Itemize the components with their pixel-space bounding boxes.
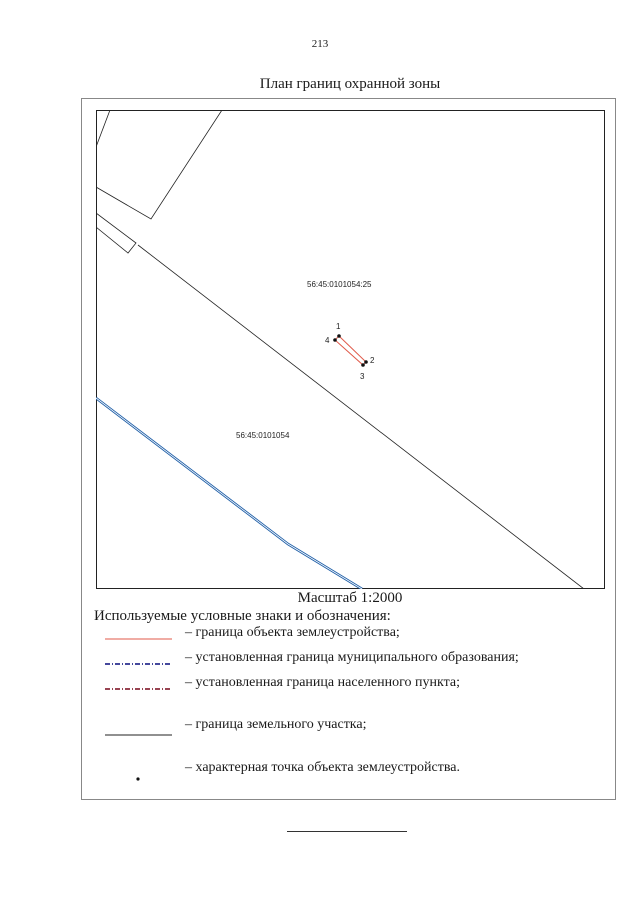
point-label-4: 4 xyxy=(325,336,330,345)
point-label-1: 1 xyxy=(336,322,341,331)
legend-label-settlement-boundary: – установленная граница населенного пункта; xyxy=(185,675,460,690)
red-dash-dot-line-icon xyxy=(100,675,180,697)
municipal-boundary xyxy=(96,398,362,589)
point-label-3: 3 xyxy=(360,372,365,381)
parcel-boundary-main-diagonal xyxy=(138,245,584,589)
legend-label-object-boundary: – граница объекта землеустройства; xyxy=(185,625,400,640)
legend-label-municipal-boundary: – установленная граница муниципального образования; xyxy=(185,650,519,665)
point-4 xyxy=(333,338,337,342)
point-label-2: 2 xyxy=(370,356,375,365)
footer-divider xyxy=(287,831,407,832)
legend-item-settlement-boundary xyxy=(100,675,610,697)
legend-item-parcel-boundary xyxy=(100,717,610,739)
parcel-label-25: 56:45:0101054:25 xyxy=(307,280,372,289)
page-title: План границ охранной зоны xyxy=(259,76,441,92)
legend-title: Используемые условные знаки и обозначения: xyxy=(94,608,391,624)
page-number: 213 xyxy=(311,38,329,50)
boundary-map xyxy=(96,110,605,589)
legend-item-object-boundary xyxy=(100,625,610,647)
legend-label-parcel-boundary: – граница земельного участка; xyxy=(185,717,367,732)
point-3 xyxy=(361,363,365,367)
legend-item-characteristic-point xyxy=(100,760,610,782)
legend-item-municipal-boundary xyxy=(100,650,610,672)
object-boundary xyxy=(335,336,366,365)
map-scale: Масштаб 1:2000 xyxy=(297,590,403,606)
map-frame xyxy=(97,111,605,589)
parcel-label-block: 56:45:0101054 xyxy=(236,431,290,440)
legend-label-characteristic-point: – характерная точка объекта землеустройства. xyxy=(185,760,461,775)
parcel-boundary-top-left xyxy=(96,110,110,147)
black-solid-line-icon xyxy=(100,717,180,739)
red-solid-line-icon xyxy=(100,625,180,647)
point-2 xyxy=(364,360,368,364)
point-1 xyxy=(337,334,341,338)
parcel-boundary-small-block xyxy=(96,213,136,253)
municipal-boundary-inner xyxy=(96,398,362,589)
parcel-boundary-strip xyxy=(96,110,222,219)
blue-dash-dot-line-icon xyxy=(100,650,180,672)
black-dot-icon xyxy=(100,760,180,782)
